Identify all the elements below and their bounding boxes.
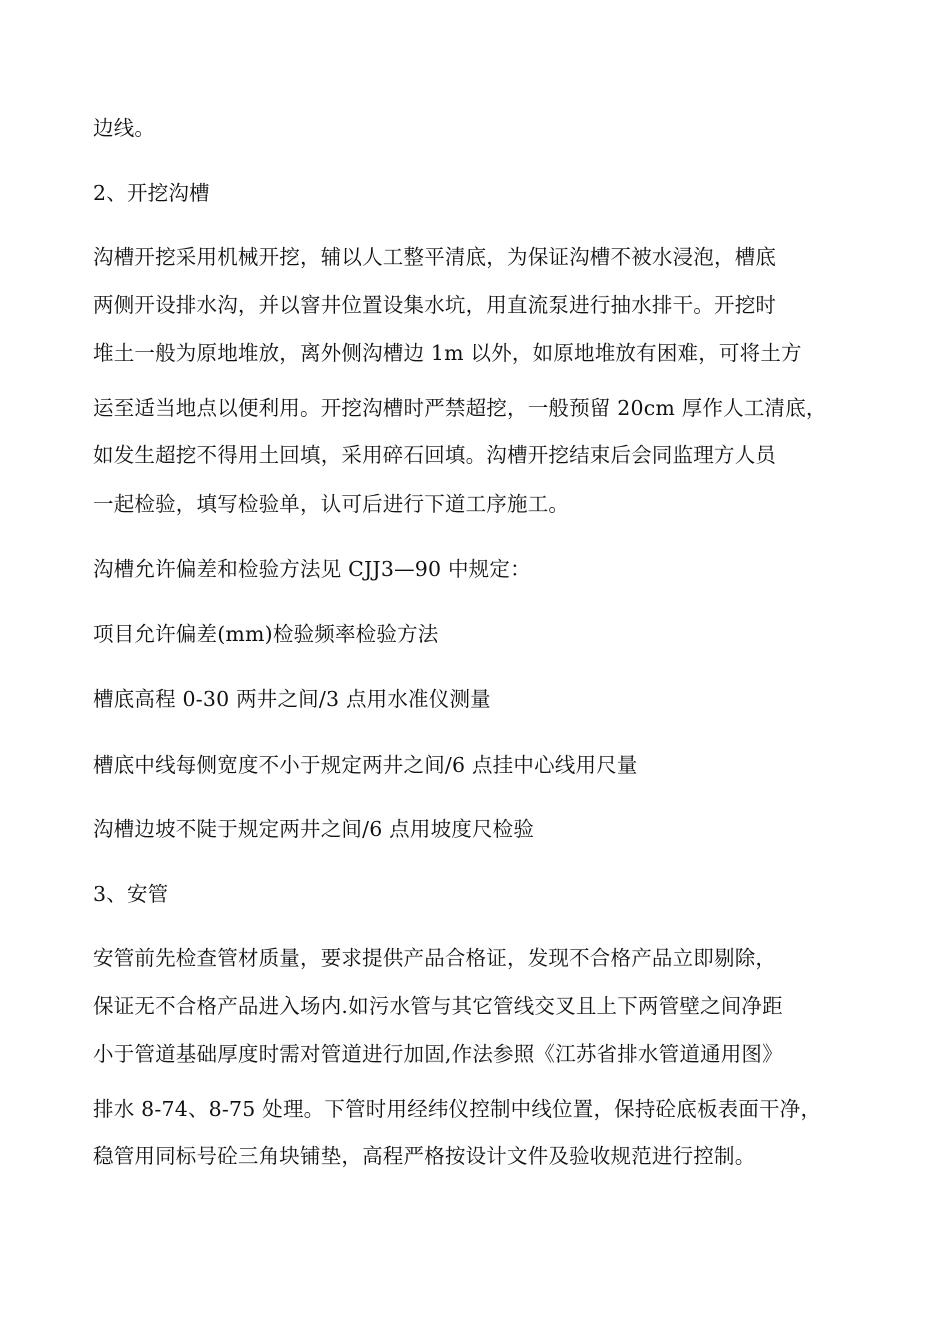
section-heading: 3、安管 — [93, 882, 169, 906]
table-header-line: 项目允许偏差(mm)检验频率检验方法 — [93, 622, 439, 646]
paragraph-line: 运至适当地点以便利用。开挖沟槽时严禁超挖，一般预留 20cm 厚作人工清底， — [93, 396, 827, 420]
paragraph-line: 保证无不合格产品进入场内.如污水管与其它管线交叉且上下两管壁之间净距 — [93, 994, 783, 1018]
table-row-line: 槽底高程 0-30 两井之间/3 点用水准仪测量 — [93, 687, 491, 711]
table-row-line: 沟槽边坡不陡于规定两井之间/6 点用坡度尺检验 — [93, 817, 535, 841]
section-heading: 2、开挖沟槽 — [93, 181, 210, 205]
paragraph-line: 两侧开设排水沟，并以窨井位置设集水坑，用直流泵进行抽水排干。开挖时 — [93, 293, 777, 317]
paragraph-line: 堆土一般为原地堆放，离外侧沟槽边 1m 以外，如原地堆放有困难，可将土方 — [93, 341, 802, 365]
paragraph-line: 小于管道基础厚度时需对管道进行加固,作法参照《江苏省排水管道通用图》 — [93, 1042, 783, 1066]
paragraph-line: 沟槽开挖采用机械开挖，辅以人工整平清底，为保证沟槽不被水浸泡，槽底 — [93, 245, 777, 269]
paragraph-line: 一起检验，填写检验单，认可后进行下道工序施工。 — [93, 492, 570, 516]
paragraph-line: 边线。 — [93, 116, 156, 140]
paragraph-line: 如发生超挖不得用土回填，采用碎石回填。沟槽开挖结束后会同监理方人员 — [93, 443, 777, 467]
paragraph-line: 排水 8-74、8-75 处理。下管时用经纬仪控制中线位置，保持砼底板表面干净， — [93, 1097, 822, 1121]
table-row-line: 槽底中线每侧宽度不小于规定两井之间/6 点挂中心线用尺量 — [93, 753, 638, 777]
paragraph-line: 稳管用同标号砼三角块铺垫，高程严格按设计文件及验收规范进行控制。 — [93, 1144, 756, 1168]
paragraph-line: 沟槽允许偏差和检验方法见 CJJ3—90 中规定： — [93, 557, 531, 581]
paragraph-line: 安管前先检查管材质量，要求提供产品合格证，发现不合格产品立即剔除， — [93, 946, 777, 970]
